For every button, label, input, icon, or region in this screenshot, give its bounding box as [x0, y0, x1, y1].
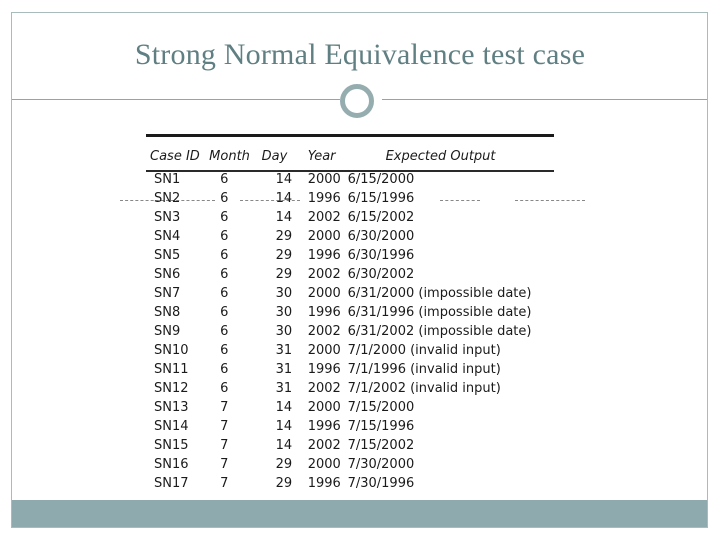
cell-day: 30: [275, 324, 293, 339]
cell-day: 31: [275, 343, 293, 358]
cell-case-id: SN14: [154, 419, 189, 434]
cell-year: 2002: [307, 267, 341, 282]
cell-expected-output: 6/15/2000: [347, 172, 415, 187]
cell-expected-output: 6/31/2000 (impossible date): [347, 286, 532, 301]
cell-expected-output: 6/30/1996: [347, 248, 415, 263]
table-header-row: [146, 142, 560, 170]
table-row: [146, 189, 560, 208]
cell-expected-output: 6/31/2002 (impossible date): [347, 324, 532, 339]
cell-day: 30: [275, 305, 293, 320]
cell-year: 2000: [307, 400, 341, 415]
cell-day: 14: [275, 419, 293, 434]
table-row: [146, 417, 560, 436]
cell-month: 6: [220, 267, 229, 282]
cell-day: 29: [275, 229, 293, 244]
cell-case-id: SN9: [154, 324, 181, 339]
cell-month: 6: [220, 229, 229, 244]
cell-year: 2002: [307, 324, 341, 339]
cell-month: 6: [220, 305, 229, 320]
table-row: [146, 455, 560, 474]
table-row: [146, 379, 560, 398]
cell-expected-output: 7/1/2000 (invalid input): [347, 343, 501, 358]
cell-expected-output: 6/30/2002: [347, 267, 415, 282]
cell-case-id: SN2: [154, 191, 181, 206]
cell-case-id: SN15: [154, 438, 189, 453]
cell-day: 31: [275, 362, 293, 377]
cell-case-id: SN3: [154, 210, 181, 225]
cell-day: 29: [275, 248, 293, 263]
cell-month: 7: [220, 419, 229, 434]
table-row: [146, 227, 560, 246]
cell-year: 2002: [307, 210, 341, 225]
cell-expected-output: 7/30/1996: [347, 476, 415, 491]
table-row: [146, 170, 560, 189]
header-year: Year: [307, 148, 336, 164]
table-row: [146, 360, 560, 379]
table-top-rule: [146, 134, 554, 137]
table-row: [146, 341, 560, 360]
table-row: [146, 474, 560, 493]
table-row: [146, 398, 560, 417]
circle-ornament-icon: [340, 84, 374, 118]
table-row: [146, 284, 560, 303]
cell-day: 14: [275, 191, 293, 206]
table-row: [146, 208, 560, 227]
cell-expected-output: 7/1/2002 (invalid input): [347, 381, 501, 396]
title-divider-right: [382, 99, 707, 100]
cell-day: 14: [275, 172, 293, 187]
cell-month: 6: [220, 324, 229, 339]
cell-case-id: SN1: [154, 172, 181, 187]
cell-day: 14: [275, 438, 293, 453]
cell-month: 6: [220, 172, 229, 187]
table-image: [140, 130, 560, 500]
footer-band: [12, 500, 707, 527]
cell-month: 7: [220, 457, 229, 472]
cell-year: 1996: [307, 419, 341, 434]
table-row: [146, 322, 560, 341]
cell-expected-output: 7/15/2000: [347, 400, 415, 415]
cell-expected-output: 6/30/2000: [347, 229, 415, 244]
cell-expected-output: 7/30/2000: [347, 457, 415, 472]
cell-year: 2002: [307, 438, 341, 453]
cell-year: 2002: [307, 381, 341, 396]
test-case-table: [146, 142, 560, 493]
cell-month: 6: [220, 362, 229, 377]
cell-case-id: SN13: [154, 400, 189, 415]
cell-year: 1996: [307, 191, 341, 206]
cell-expected-output: 7/15/2002: [347, 438, 415, 453]
cell-month: 6: [220, 286, 229, 301]
cell-day: 29: [275, 457, 293, 472]
cell-day: 31: [275, 381, 293, 396]
cell-month: 6: [220, 381, 229, 396]
header-month: Month: [209, 148, 250, 164]
cell-day: 30: [275, 286, 293, 301]
cell-month: 6: [220, 248, 229, 263]
cell-month: 6: [220, 191, 229, 206]
cell-case-id: SN7: [154, 286, 181, 301]
slide-title: Strong Normal Equivalence test case: [134, 38, 586, 71]
table-row: [146, 303, 560, 322]
header-day: Day: [261, 148, 288, 164]
cell-month: 7: [220, 476, 229, 491]
cell-year: 2000: [307, 229, 341, 244]
cell-case-id: SN17: [154, 476, 189, 491]
table-body: [146, 170, 560, 493]
cell-expected-output: 7/15/1996: [347, 419, 415, 434]
cell-year: 1996: [307, 476, 341, 491]
cell-month: 7: [220, 438, 229, 453]
cell-month: 6: [220, 343, 229, 358]
cell-expected-output: 7/1/1996 (invalid input): [347, 362, 501, 377]
cell-day: 29: [275, 476, 293, 491]
cell-expected-output: 6/15/2002: [347, 210, 415, 225]
cell-year: 2000: [307, 286, 341, 301]
cell-year: 1996: [307, 362, 341, 377]
cell-expected-output: 6/31/1996 (impossible date): [347, 305, 532, 320]
header-expected-output: Expected Output: [385, 148, 496, 164]
title-divider-left: [12, 99, 340, 100]
cell-year: 2000: [307, 343, 341, 358]
cell-year: 1996: [307, 305, 341, 320]
table-row: [146, 436, 560, 455]
cell-expected-output: 6/15/1996: [347, 191, 415, 206]
cell-case-id: SN5: [154, 248, 181, 263]
cell-day: 14: [275, 210, 293, 225]
cell-case-id: SN16: [154, 457, 189, 472]
cell-day: 29: [275, 267, 293, 282]
cell-year: 2000: [307, 457, 341, 472]
header-case-id: Case ID: [150, 148, 200, 164]
cell-case-id: SN6: [154, 267, 181, 282]
table-row: [146, 246, 560, 265]
cell-month: 7: [220, 400, 229, 415]
cell-case-id: SN12: [154, 381, 189, 396]
cell-year: 2000: [307, 172, 341, 187]
cell-month: 6: [220, 210, 229, 225]
cell-case-id: SN10: [154, 343, 189, 358]
cell-day: 14: [275, 400, 293, 415]
table-row: [146, 265, 560, 284]
cell-case-id: SN8: [154, 305, 181, 320]
cell-case-id: SN4: [154, 229, 181, 244]
cell-case-id: SN11: [154, 362, 189, 377]
cell-year: 1996: [307, 248, 341, 263]
